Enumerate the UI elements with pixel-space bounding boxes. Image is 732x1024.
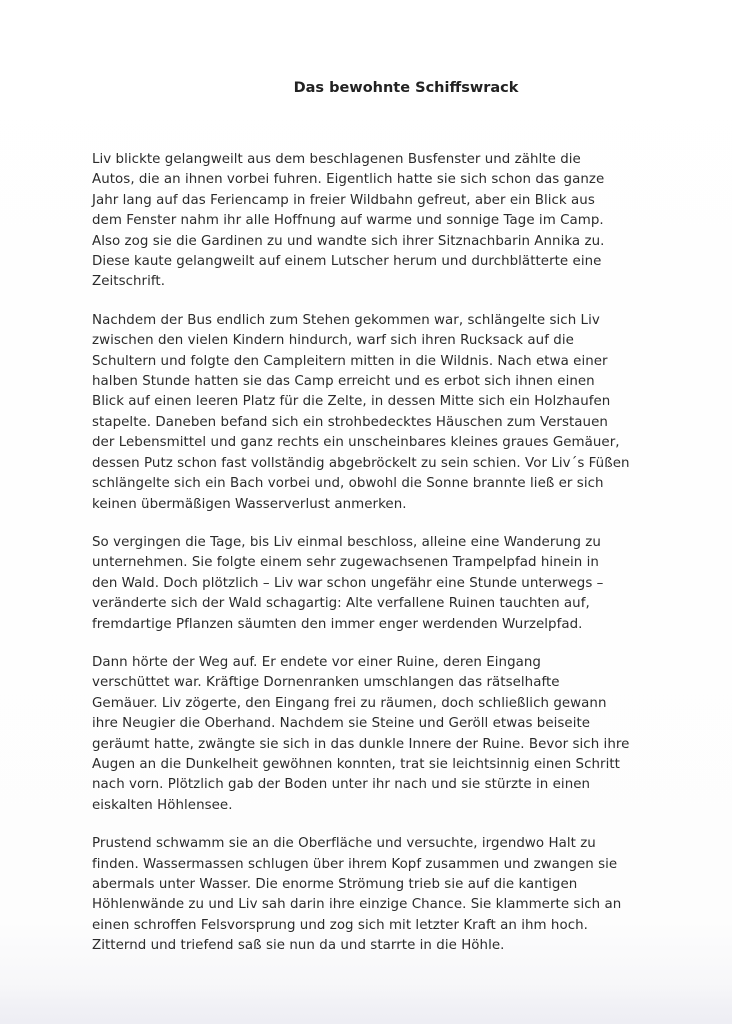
- text-line: So vergingen die Tage, bis Liv einmal beschloss, alleine eine Wanderung zu: [92, 534, 601, 550]
- text-line: Liv blickte gelangweilt aus dem beschlagenen Busfenster und zählte die: [92, 152, 581, 167]
- text-line: den Wald. Doch plötzlich – Liv war schon ungefähr eine Stunde unterwegs –: [92, 575, 604, 591]
- paragraph-2: [92, 311, 652, 515]
- text-line: Schultern und folgte den Campleitern mitten in die Wildnis. Nach etwa einer: [92, 353, 608, 369]
- text-line: Prustend schwamm sie an die Oberfläche und versuchte, irgendwo Halt zu: [92, 836, 596, 852]
- text-line: zwischen den vielen Kindern hindurch, warf sich ihren Rucksack auf die: [92, 333, 574, 349]
- text-line: verschüttet war. Kräftige Dornenranken umschlangen das rätselhafte: [92, 675, 560, 691]
- document-title: Das bewohnte Schiffswrack: [293, 80, 519, 96]
- text-line: Augen an die Dunkelheit gewöhnen konnten, trat sie leichtsinnig einen Schritt: [92, 756, 620, 772]
- text-line: Nachdem der Bus endlich zum Stehen gekommen war, schlängelte sich Liv: [92, 312, 600, 328]
- text-line: ihre Neugier die Oberhand. Nachdem sie Steine und Geröll etwas beiseite: [92, 716, 591, 732]
- text-line: nach vorn. Plötzlich gab der Boden unter ihr nach und sie stürzte in einen: [92, 777, 591, 793]
- text-line: der Lebensmittel und ganz rechts ein unscheinbares kleines graues Gemäuer,: [92, 435, 620, 451]
- text-line: halben Stunde hatten sie das Camp erreicht und es erbot sich ihnen einen: [92, 374, 595, 390]
- text-line: Dann hörte der Weg auf. Er endete vor einer Ruine, deren Eingang: [92, 654, 541, 670]
- text-line: Höhlenwände zu und Liv sah darin ihre einzige Chance. Sie klammerte sich an: [92, 897, 622, 913]
- text-line: Gemäuer. Liv zögerte, den Eingang frei zu räumen, doch schließlich gewann: [92, 695, 607, 711]
- text-line: abermals unter Wasser. Die enorme Strömung trieb sie auf die kantigen: [92, 877, 578, 892]
- text-line: keinen übermäßigen Wasserverlust anmerken.: [92, 496, 407, 512]
- text-line: dessen Putz schon fast vollständig abgebröckelt zu sein schien. Vor Liv´s Füßen: [92, 455, 630, 471]
- text-line: schlängelte sich ein Bach vorbei und, obwohl die Sonne brannte ließ er sich: [92, 476, 604, 492]
- document-body: [92, 150, 652, 975]
- text-line: Also zog sie die Gardinen zu und wandte sich ihrer Sitznachbarin Annika zu.: [92, 233, 605, 249]
- text-line: eiskalten Höhlensee.: [92, 797, 233, 813]
- text-line: dem Fenster nahm ihr alle Hoffnung auf warme und sonnige Tage im Camp.: [92, 213, 604, 229]
- text-line: einen schroffen Felsvorsprung und zog sich mit letzter Kraft an ihm hoch.: [92, 917, 588, 933]
- text-line: fremdartige Pflanzen säumten den immer enger werdenden Wurzelpfad.: [92, 616, 583, 632]
- text-line: geräumt hatte, zwängte sie sich in das dunkle Innere der Ruine. Bevor sich ihre: [92, 736, 630, 752]
- text-line: veränderte sich der Wald schagartig: Alte verfallene Ruinen tauchten auf,: [92, 596, 590, 612]
- text-line: stapelte. Daneben befand sich ein strohbedecktes Häuschen zum Verstauen: [92, 414, 608, 430]
- text-line: Jahr lang auf das Feriencamp in freier Wildbahn gefreut, aber ein Blick aus: [92, 192, 595, 208]
- text-line: Blick auf einen leeren Platz für die Zelte, in dessen Mitte sich ein Holzhaufen: [92, 394, 611, 410]
- text-line: finden. Wassermassen schlugen über ihrem Kopf zusammen und zwangen sie: [92, 856, 618, 872]
- text-line: Diese kaute gelangweilt auf einem Lutscher herum und durchblätterte eine: [92, 254, 602, 270]
- text-line: Autos, die an ihnen vorbei fuhren. Eigentlich hatte sie sich schon das ganze: [92, 172, 605, 188]
- text-line: Zeitschrift.: [92, 274, 166, 290]
- text-line: Zitternd und triefend saß sie nun da und starrte in die Höhle.: [92, 938, 505, 954]
- paragraph-5: [92, 834, 652, 956]
- paragraph-1: [92, 150, 652, 293]
- paragraph-3: [92, 533, 652, 635]
- scan-edge: [0, 984, 732, 1024]
- paragraph-4: [92, 653, 652, 816]
- text-line: unternehmen. Sie folgte einem sehr zugewachsenen Trampelpfad hinein in: [92, 555, 599, 571]
